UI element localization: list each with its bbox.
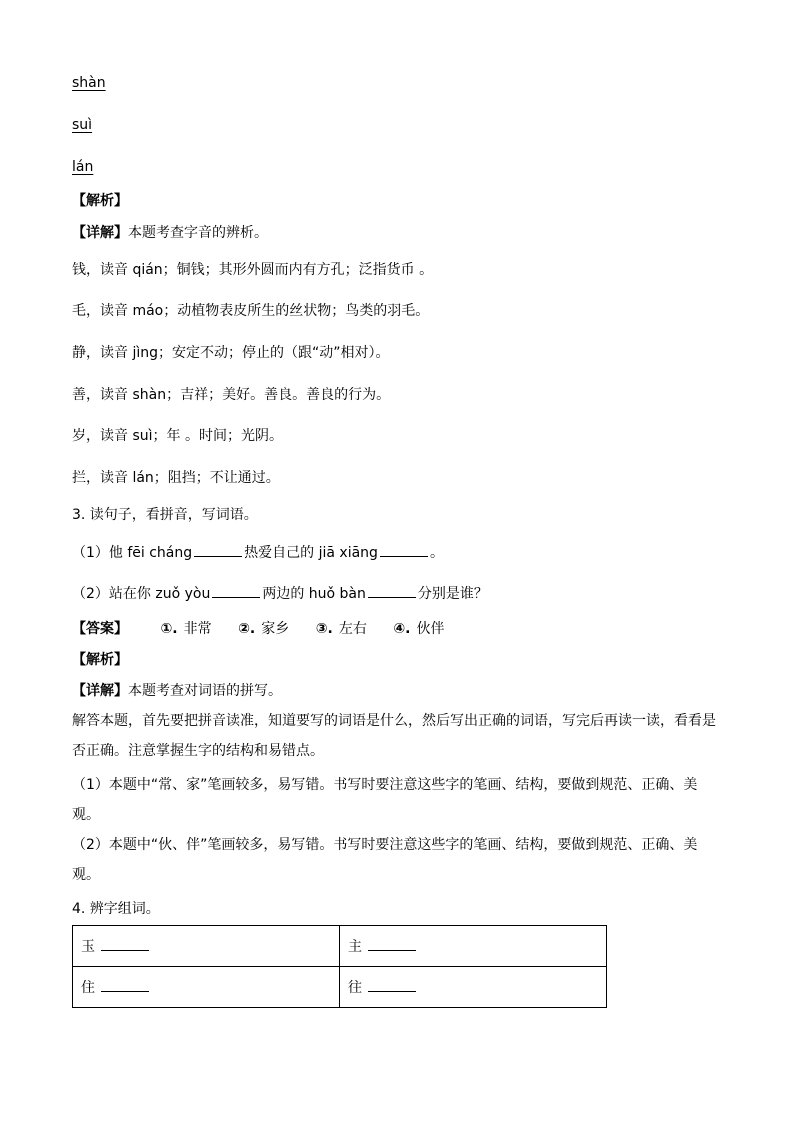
answer-item-2: ②. 家乡 [238,621,290,637]
q3-detail-line [72,682,282,700]
q3-sentence-2 [72,583,488,603]
table-cell: 玉 [73,926,340,967]
q3-sentence-1 [72,542,444,562]
q3-paragraph-3: （2）本题中“伙、伴”笔画较多，易写错。书写时要注意这些字的笔画、结构，要做到规范、正确、美观。 [72,837,698,883]
table-cell: 往 [340,967,607,1008]
answer-label: 【答案】 [72,621,128,637]
answer-blank-4[interactable] [368,583,416,598]
q3-answers [72,620,467,638]
answer-blank-2[interactable] [380,542,428,557]
q4-title: 4. 辨字组词。 [72,901,160,917]
answer-blank-7[interactable] [101,977,149,992]
answer-item-1: ①. 非常 [160,621,212,637]
q3-title: 3. 读句子，看拼音，写词语。 [72,507,258,523]
answer-blank-8[interactable] [368,977,416,992]
q3-detail-tag: 【详解】 [72,683,128,699]
analysis-label: 【解析】 [72,193,128,209]
q3-s1-part-a: （1）他 fēi cháng [72,545,193,561]
answer-blank-1[interactable] [194,542,242,557]
q3-s1-part-c: 。 [429,545,444,561]
q3-detail-text: 本题考查对词语的拼写。 [128,683,282,699]
answer-blank-3[interactable] [212,583,260,598]
answer-blank-6[interactable] [368,936,416,951]
analysis-line-6: 拦，读音 lán；阻挡；不让通过。 [72,470,280,486]
q3-s2-part-c: 分别是谁？ [417,586,488,602]
q3-paragraph-2: （1）本题中“常、家”笔画较多，易写错。书写时要注意这些字的笔画、结构，要做到规范、正确、美观。 [72,777,698,823]
analysis-line-2: 毛，读音 máo；动植物表皮所生的丝状物；鸟类的羽毛。 [72,303,430,319]
detail-line [72,224,268,242]
q3-analysis-label: 【解析】 [72,652,128,668]
q3-s2-part-a: （2）站在你 zuǒ yòu [72,586,211,602]
pinyin-line-3: lán [72,159,94,175]
q4-table [72,925,607,1008]
analysis-line-1: 钱，读音 qián；铜钱；其形外圆而内有方孔；泛指货币 。 [72,262,434,278]
q3-s2-part-b: 两边的 huǒ bàn [262,586,366,602]
table-row [73,967,607,1008]
pinyin-line-1: shàn [72,75,106,91]
answer-blank-5[interactable] [101,936,149,951]
answer-item-4: ④. 伙伴 [393,621,445,637]
q3-s1-part-b: 热爱自己的 jiā xiāng [244,545,378,561]
q3-paragraph-1: 解答本题，首先要把拼音读准，知道要写的词语是什么，然后写出正确的词语，写完后再读一读，看看是否正确。注意掌握生字的结构和易错点。 [72,713,716,759]
detail-text: 本题考查字音的辨析。 [128,225,268,241]
analysis-line-3: 静，读音 jìng；安定不动；停止的（跟“动”相对）。 [72,345,390,361]
table-cell: 主 [340,926,607,967]
table-cell: 住 [73,967,340,1008]
pinyin-line-2: suì [72,117,93,133]
analysis-line-5: 岁，读音 suì；年 。时间；光阴。 [72,428,283,444]
answer-item-3: ③. 左右 [315,621,367,637]
table-row [73,926,607,967]
analysis-line-4: 善，读音 shàn；吉祥；美好。善良。善良的行为。 [72,387,391,403]
detail-tag: 【详解】 [72,225,128,241]
